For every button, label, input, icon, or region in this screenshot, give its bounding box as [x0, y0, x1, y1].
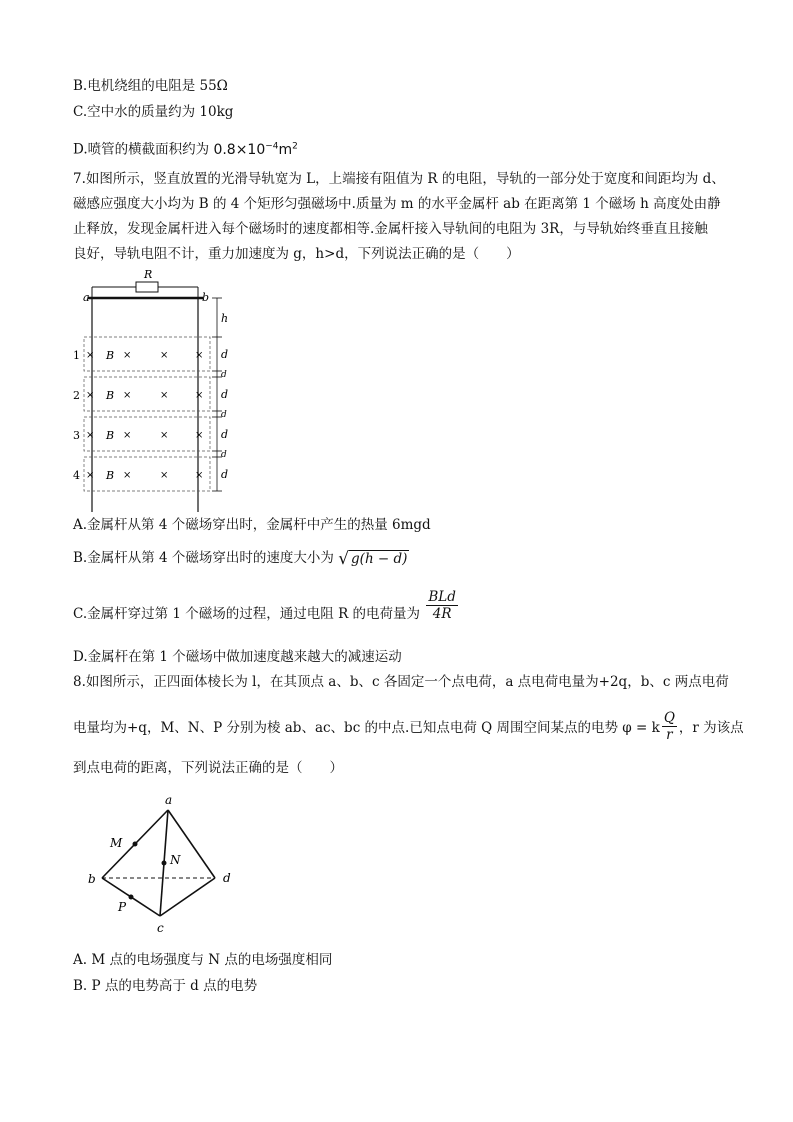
- q8-stem-line-2: [73, 712, 744, 745]
- field-cross: ×: [123, 390, 132, 401]
- field-cross: ×: [123, 430, 132, 441]
- q8-stem-line-2-suffix: ，r 为该点: [678, 720, 744, 736]
- charge-fraction: $\frac{\text{BLd}}{4R}$: [428, 589, 456, 622]
- label-N: N: [170, 853, 181, 867]
- field-cross: ×: [86, 430, 95, 441]
- field-cross: ×: [86, 390, 95, 401]
- field-label-B: B: [106, 469, 115, 482]
- field-cross: ×: [195, 470, 204, 481]
- q8-stem-line-1: 8.如图所示，正四面体棱长为 l，在其顶点 a、b、c 各固定一个点电荷，a 点电荷电量为+2q，b、c 两点电荷: [73, 674, 729, 690]
- resistor-label: R: [144, 268, 153, 281]
- q6-option-c: C.空中水的质量约为 10kg: [73, 104, 234, 120]
- field-cross: ×: [86, 350, 95, 361]
- label-d: d: [221, 388, 229, 401]
- field-cross: ×: [160, 470, 169, 481]
- q7-option-b: [73, 549, 409, 568]
- field-number-4: 4: [73, 469, 80, 482]
- vertex-a: a: [165, 793, 173, 807]
- label-d: d: [221, 370, 227, 380]
- field-cross: ×: [160, 350, 169, 361]
- field-cross: ×: [123, 470, 132, 481]
- resistor-symbol: [136, 282, 158, 292]
- field-cross: ×: [195, 350, 204, 361]
- field-number-1: 1: [73, 349, 80, 362]
- field-number-2: 2: [73, 389, 80, 402]
- q6-option-d-text: D.喷管的横截面积约为: [73, 141, 210, 158]
- q7-option-c-text: C.金属杆穿过第 1 个磁场的过程，通过电阻 R 的电荷量为: [73, 606, 421, 622]
- field-cross: ×: [195, 390, 204, 401]
- label-d: d: [221, 410, 227, 420]
- label-a: a: [83, 291, 90, 304]
- field-cross: ×: [195, 430, 204, 441]
- q7-stem-line-1: 7.如图所示，竖直放置的光滑导轨宽为 L，上端接有阻值为 R 的电阻，导轨的一部分处于宽度和间距均为 d、: [73, 171, 725, 187]
- q7-option-b-text: B.金属杆从第 4 个磁场穿出时的速度大小为: [73, 550, 334, 566]
- field-region-4: [84, 457, 210, 491]
- point-P: [129, 895, 134, 900]
- q6-option-b: B.电机绕组的电阻是 55Ω: [73, 78, 228, 94]
- q8-option-b: B. P 点的电势高于 d 点的电势: [73, 978, 258, 994]
- q7-stem-line-3: 止释放，发现金属杆进入每个磁场时的速度都相等.金属杆接入导轨间的电阻为 3R，与导轨始终垂直且接触: [73, 221, 708, 237]
- q6-option-d-value: $0.8\times 10^{-4}m^2$: [213, 141, 298, 158]
- q8-option-a: A. M 点的电场强度与 N 点的电场强度相同: [73, 952, 333, 968]
- potential-fraction: $\frac{Q}{r}$: [663, 710, 675, 743]
- q7-option-c: [73, 589, 460, 631]
- label-M: M: [110, 836, 123, 850]
- label-h: h: [221, 312, 229, 325]
- field-region-1: [84, 337, 210, 371]
- vertex-d: d: [223, 871, 231, 885]
- sqrt-expression: √ g(h − d): [338, 548, 408, 569]
- q6-option-d: [73, 137, 298, 159]
- q8-stem-line-2-text: 电量均为+q，M、N、P 分别为棱 ab、ac、bc 的中点.已知点电荷 Q 周围空间某点的电势 φ = k: [73, 720, 660, 736]
- field-label-B: B: [106, 349, 115, 362]
- field-region-3: [84, 417, 210, 451]
- field-cross: ×: [160, 390, 169, 401]
- point-M: [133, 842, 138, 847]
- field-number-3: 3: [73, 429, 80, 442]
- field-region-2: [84, 377, 210, 411]
- vertex-b: b: [88, 872, 96, 886]
- label-d: d: [221, 468, 229, 481]
- vertex-c: c: [157, 921, 164, 935]
- q7-stem-line-2: 磁感应强度大小均为 B 的 4 个矩形匀强磁场中.质量为 m 的水平金属杆 ab 在距离第 1 个磁场 h 高度处由静: [73, 196, 721, 212]
- label-d: d: [221, 450, 227, 460]
- label-d: d: [221, 428, 229, 441]
- field-cross: ×: [86, 470, 95, 481]
- field-label-B: B: [106, 429, 115, 442]
- field-cross: ×: [123, 350, 132, 361]
- q7-stem-line-4: 良好，导轨电阻不计，重力加速度为 g，h>d，下列说法正确的是（ ）: [73, 246, 520, 262]
- q7-option-a: A.金属杆从第 4 个磁场穿出时，金属杆中产生的热量 6mgd: [73, 517, 431, 533]
- label-b: b: [202, 291, 210, 304]
- label-d: d: [221, 348, 229, 361]
- label-P: P: [118, 900, 127, 914]
- q8-stem-line-3: 到点电荷的距离，下列说法正确的是（ ）: [73, 760, 343, 776]
- q7-option-d: D.金属杆在第 1 个磁场中做加速度越来越大的减速运动: [73, 649, 402, 665]
- q7-rail-magnetic-field-figure: [70, 267, 240, 515]
- field-label-B: B: [106, 389, 115, 402]
- q8-tetrahedron-figure: [80, 790, 250, 940]
- field-cross: ×: [160, 430, 169, 441]
- point-N: [162, 861, 167, 866]
